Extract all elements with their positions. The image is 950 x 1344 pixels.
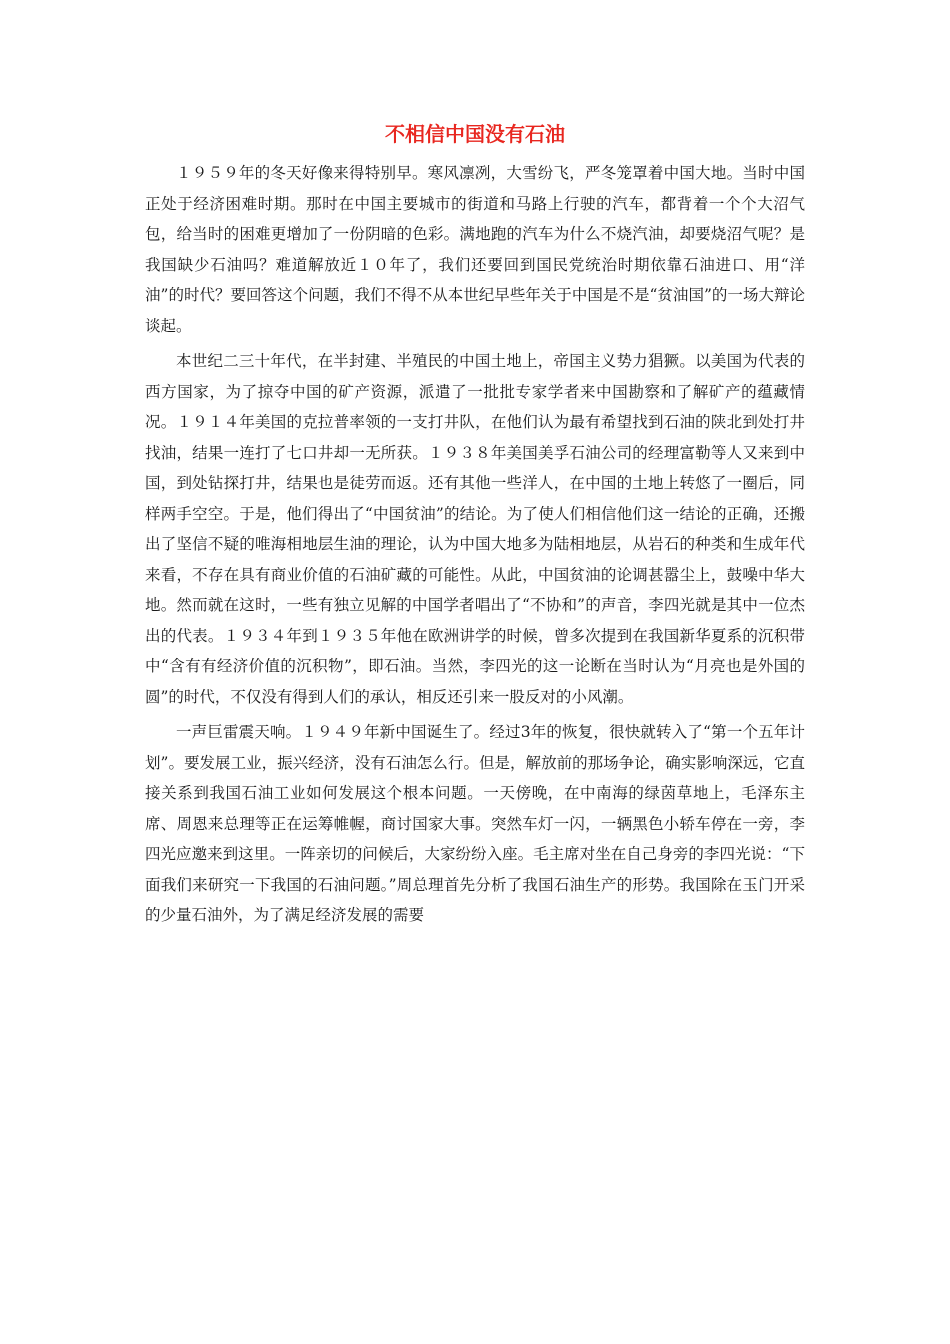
paragraph-1: １９５９年的冬天好像来得特别早。寒风凛冽，大雪纷飞，严冬笼罩着中国大地。当时中国正处于经济困难时期。那时在中国主要城市的街道和马路上行驶的汽车，都背着一个个大沼气包，给当时的困难更增加了一份阴暗的色彩。满地跑的汽车为什么不烧汽油，却要烧沼气呢？是我国缺少石油吗？难道解放近１０年了，我们还要回到国民党统治时期依靠石油进口、用“洋油”的时代？要回答这个问题，我们不得不从本世纪早些年关于中国是不是“贫油国”的一场大辩论谈起。 (145, 164, 805, 335)
paragraph-2: 本世纪二三十年代，在半封建、半殖民的中国土地上，帝国主义势力猖獗。以美国为代表的西方国家，为了掠夺中国的矿产资源，派遣了一批批专家学者来中国勘察和了解矿产的蕴藏情况。１９１４年美国的克拉普率领的一支打井队，在他们认为最有希望找到石油的陕北到处打井找油，结果一连打了七口井却一无所获。１９３８年美国美孚石油公司的经理富勒等人又来到中国，到处钻探打井，结果也是徒劳而返。还有其他一些洋人，在中国的土地上转悠了一圈后，同样两手空空。于是，他们得出了“中国贫油”的结论。为了使人们相信他们这一结论的正确，还搬出了坚信不疑的唯海相地层生油的理论，认为中国大地多为陆相地层，从岩石的种类和生成年代来看，不存在具有商业价值的石油矿藏的可能性。从此，中国贫油的论调甚嚣尘上，鼓噪中华大地。然而就在这时，一些有独立见解的中国学者唱出了“不协和”的声音，李四光就是其中一位杰出的代表。１９３４年到１９３５年他在欧洲讲学的时候，曾多次提到在我国新华夏系的沉积带中“含有有经济价值的沉积物”，即石油。当然，李四光的这一论断在当时认为“月亮也是外国的圆”的时代，不仅没有得到人们的承认，相反还引来一股反对的小风潮。 (145, 352, 805, 706)
document-body (145, 158, 805, 936)
paragraph-3: 一声巨雷震天响。１９４９年新中国诞生了。经过3年的恢复，很快就转入了“第一个五年计划”。要发展工业，振兴经济，没有石油怎么行。但是，解放前的那场争论，确实影响深远，它直接关系到我国石油工业如何发展这个根本问题。一天傍晚，在中南海的绿茵草地上，毛泽东主席、周恩来总理等正在运筹帷幄，商讨国家大事。突然车灯一闪，一辆黑色小轿车停在一旁，李四光应邀来到这里。一阵亲切的问候后，大家纷纷入座。毛主席对坐在自己身旁的李四光说：“下面我们来研究一下我国的石油问题。”周总理首先分析了我国石油生产的形势。我国除在玉门开采的少量石油外，为了满足经济发展的需要 (145, 723, 805, 924)
document-title: 不相信中国没有石油 (385, 122, 565, 146)
